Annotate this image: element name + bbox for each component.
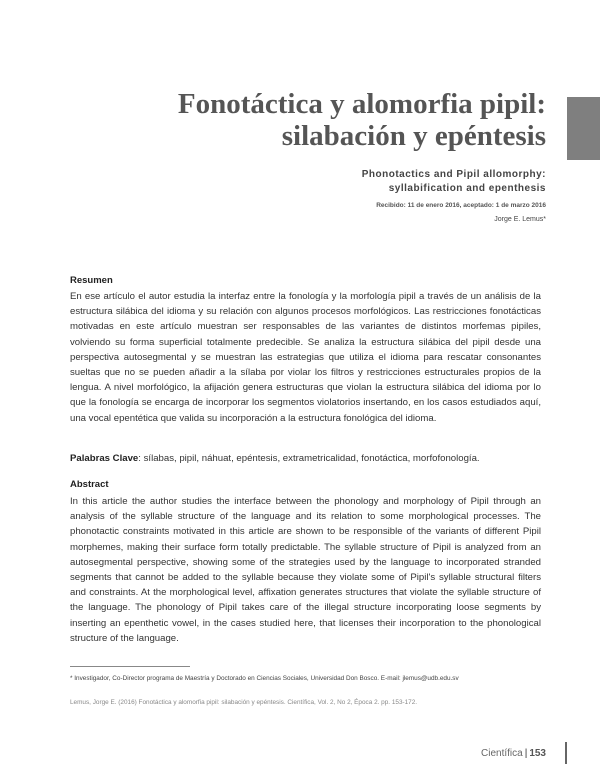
- abstract-text: In this article the author studies the interface between the phonology and morphology of Pipil through an analysis of the syllable structure of the language and its relation to some morphological processes. The phonotactic constraints motivated in this article are shown to be responsible of the variants of different Pipil morphemes, making their surface form totally predictable. The syllable structure of Pipil is analyzed from an autosegmental perspective, showing some of the strategies used by the language to incorporated stranded segments that cannot be added to the syllable because they violate some of Pipil's syllable structural filters and constraints. At the morphological level, affixation generates structures that violate the syllable structure of the language. The phonology of Pipil takes care of the illegal structure incorporating loose segments by inserting an epenthetic vowel, in the cases studied here, that licenses their incorporation to the phonological structure of the language.: [70, 496, 541, 644]
- resumen-text: En ese artículo el autor estudia la interfaz entre la fonología y la morfología pipil a través de un análisis de la estructura silábica del idioma y su relación con algunos procesos morfológicos. Las restricciones fonotácticas motivadas en este artículo muestran ser responsables de las variantes de distintos morfemas pipiles, volviendo su forma superficial totalmente predecible. Se analiza la estructura silábica del pipil desde una perspectiva autosegmental y se muestran las estrategias que utiliza el idioma para rescatar consonantes sueltas que no se pueden añadir a la sílaba por violar los filtros y restricciones estructurales propios de la lengua. A nivel morfológico, la afijación genera estructuras que violan la estructura silábica del idioma por lo que la fonología se encarga de incorporar los segmentos violatorios insertando, en los casos estudiados aquí, una vocal epentética que valida su incorporación a la estructura fonológica del idioma.: [70, 291, 541, 424]
- footnote-divider: [70, 666, 190, 667]
- english-subtitle: [362, 168, 546, 196]
- keywords-label: Palabras Clave: [70, 453, 139, 464]
- received-dates: Recibido: 11 de enero 2016, aceptado: 1 de marzo 2016: [376, 202, 546, 209]
- journal-name: Científica: [481, 748, 523, 759]
- author-name: Jorge E. Lemus*: [494, 216, 546, 223]
- abstract-heading: Abstract: [70, 479, 109, 490]
- keywords: [70, 453, 480, 464]
- subtitle-line-1: Phonotactics and Pipil allomorphy:: [361, 169, 546, 180]
- page-folio: [481, 748, 546, 759]
- footnote: * Investigador, Co-Director programa de Maestría y Doctorado en Ciencias Sociales, Universidad Don Bosco. E-mail: jlemus@udb.edu.sv: [70, 675, 459, 682]
- title-line-1: Fonotáctica y alomorfia pipil:: [177, 88, 546, 120]
- folio-separator: |: [524, 748, 528, 759]
- title-line-2: silabación y epéntesis: [281, 120, 546, 152]
- citation: Lemus, Jorge E. (2016) Fonotáctica y alomorfia pipil: silabación y epéntesis. Científica, Vol. 2, No 2, Época 2. pp. 153-172.: [70, 699, 418, 706]
- subtitle-line-2: syllabification and epenthesis: [388, 183, 546, 194]
- resumen-heading: Resumen: [70, 275, 113, 286]
- article-title: [178, 88, 546, 152]
- folio-rule: [565, 742, 567, 764]
- page-number: 153: [529, 748, 546, 759]
- keywords-text: : sílabas, pipil, náhuat, epéntesis, extrametricalidad, fonotáctica, morfofonología.: [138, 453, 480, 464]
- side-tab-marker: [567, 97, 600, 160]
